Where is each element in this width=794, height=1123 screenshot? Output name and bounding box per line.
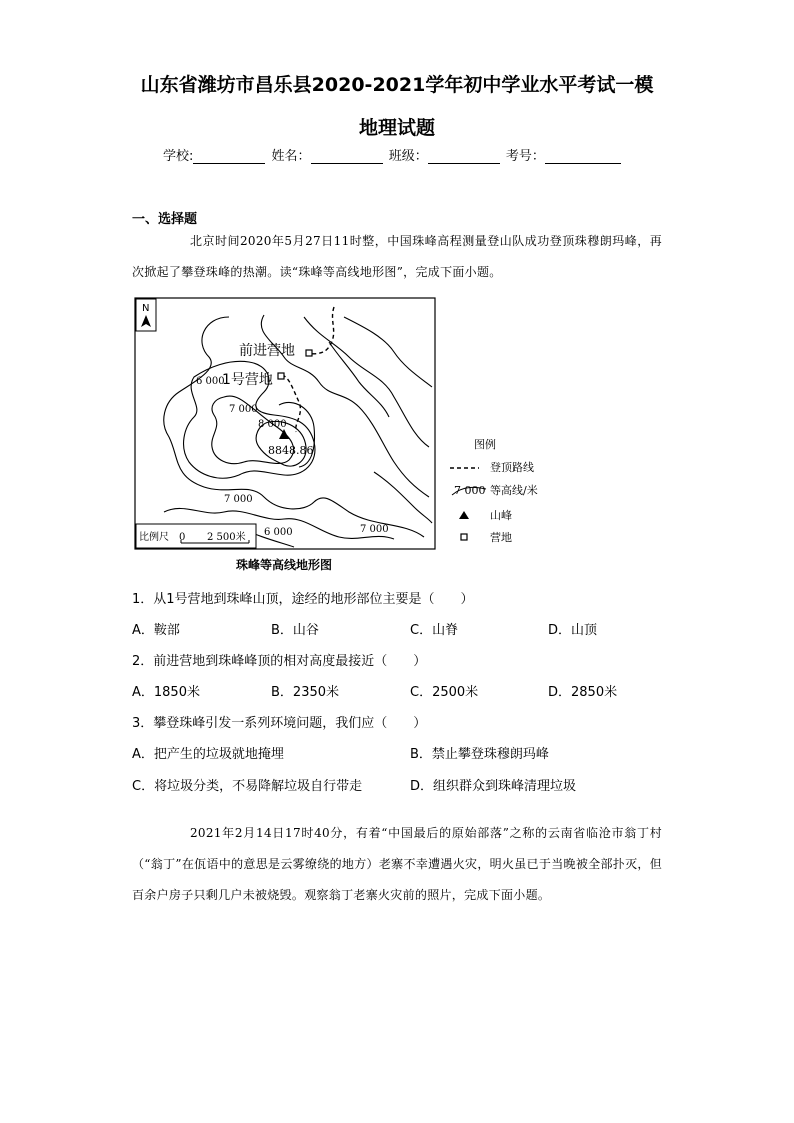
camp-icon — [306, 350, 312, 356]
q3-option-d[interactable]: D．组织群众到珠峰清理垃圾 — [410, 779, 577, 794]
exam-title: 山东省潍坊市昌乐县2020-2021学年初中学业水平考试一模 — [140, 74, 654, 96]
student-info-fields — [163, 145, 623, 164]
school-label: 学校: — [163, 149, 194, 164]
q2-option-b[interactable]: B．2350米 — [271, 685, 340, 700]
class-label: 班级： — [388, 149, 428, 164]
camp-icon — [278, 373, 284, 379]
q1-option-a[interactable]: A．鞍部 — [132, 623, 180, 638]
q2-option-d[interactable]: D．2850米 — [548, 685, 618, 700]
question-1: 1．从1号营地到珠峰山顶，途经的地形部位主要是（ ） — [132, 592, 474, 607]
contour-label: 6 000 — [196, 376, 225, 387]
passage-wengding: 2021年2月14日17时40分，有着“中国最后的原始部落”之称的云南省临沧市翁丁村（“翁丁”在佤语中的意思是云雾缭绕的地方）老寨不幸遭遇火灾，明火虽已于当晚被全部扑灭，但百余户房子只剩几户未被烧毁。观察翁丁老寨火灾前的照片，完成下面小题。 — [132, 826, 662, 902]
north-label: N — [142, 303, 150, 314]
question-3: 3．攀登珠峰引发一系列环境问题，我们应（ ） — [132, 716, 427, 731]
exam-number-blank[interactable] — [545, 149, 621, 164]
exam-number-label: 考号： — [505, 149, 545, 164]
q3-option-c[interactable]: C．将垃圾分类，不易降解垃圾自行带走 — [132, 779, 363, 794]
legend-peak-icon — [459, 511, 469, 519]
legend-camp-icon — [461, 534, 467, 540]
summit-elevation: 8848.86 — [268, 444, 314, 457]
name-label: 姓名： — [271, 149, 311, 164]
contour-label: 7 000 — [229, 404, 258, 415]
camp-1-label: 1号营地 — [222, 372, 273, 388]
contour-line — [374, 472, 432, 523]
scale-label: 比例尺 — [139, 532, 169, 543]
contour-label: 6 000 — [264, 527, 293, 538]
legend-peak: 山峰 — [490, 509, 512, 522]
contour-label: 7 000 — [224, 494, 253, 505]
class-blank[interactable] — [428, 149, 500, 164]
contour-label: 8 000 — [258, 419, 287, 430]
passage-everest: 北京时间2020年5月27日11时整，中国珠峰高程测量登山队成功登顶珠穆朗玛峰，再次掀起了攀登珠峰的热潮。读“珠峰等高线地形图”，完成下面小题。 — [132, 234, 662, 279]
everest-contour-map — [134, 297, 544, 572]
q3-option-b[interactable]: B．禁止攀登珠穆朗玛峰 — [410, 747, 549, 762]
q1-option-d[interactable]: D．山顶 — [548, 623, 598, 638]
scale-value: 2 500米 — [207, 532, 246, 543]
legend-title: 图例 — [474, 438, 496, 451]
section-title: 一、选择题 — [132, 212, 198, 227]
name-blank[interactable] — [311, 149, 383, 164]
legend-contour-value: 7 000 — [454, 484, 486, 497]
exam-subtitle: 地理试题 — [358, 117, 435, 139]
question-2: 2．前进营地到珠峰峰顶的相对高度最接近（ ） — [132, 654, 427, 669]
contour-label: 7 000 — [360, 524, 389, 535]
contour-line — [304, 317, 429, 447]
legend-contour: 等高线/米 — [490, 484, 538, 497]
q3-option-a[interactable]: A．把产生的垃圾就地掩埋 — [132, 747, 284, 762]
map-caption: 珠峰等高线地形图 — [235, 558, 333, 572]
q2-option-a[interactable]: A．1850米 — [132, 685, 200, 700]
camp-qianjin-label: 前进营地 — [239, 343, 295, 359]
legend-camp: 营地 — [490, 531, 512, 544]
contour-line — [344, 317, 432, 387]
q1-option-c[interactable]: C．山脊 — [410, 623, 459, 638]
q2-option-c[interactable]: C．2500米 — [410, 685, 479, 700]
legend-route: 登顶路线 — [490, 461, 534, 474]
summit-icon — [279, 429, 289, 439]
scale-zero: 0 — [179, 532, 186, 543]
climbing-route — [282, 307, 334, 432]
q1-option-b[interactable]: B．山谷 — [271, 623, 319, 638]
school-blank[interactable] — [193, 149, 265, 164]
